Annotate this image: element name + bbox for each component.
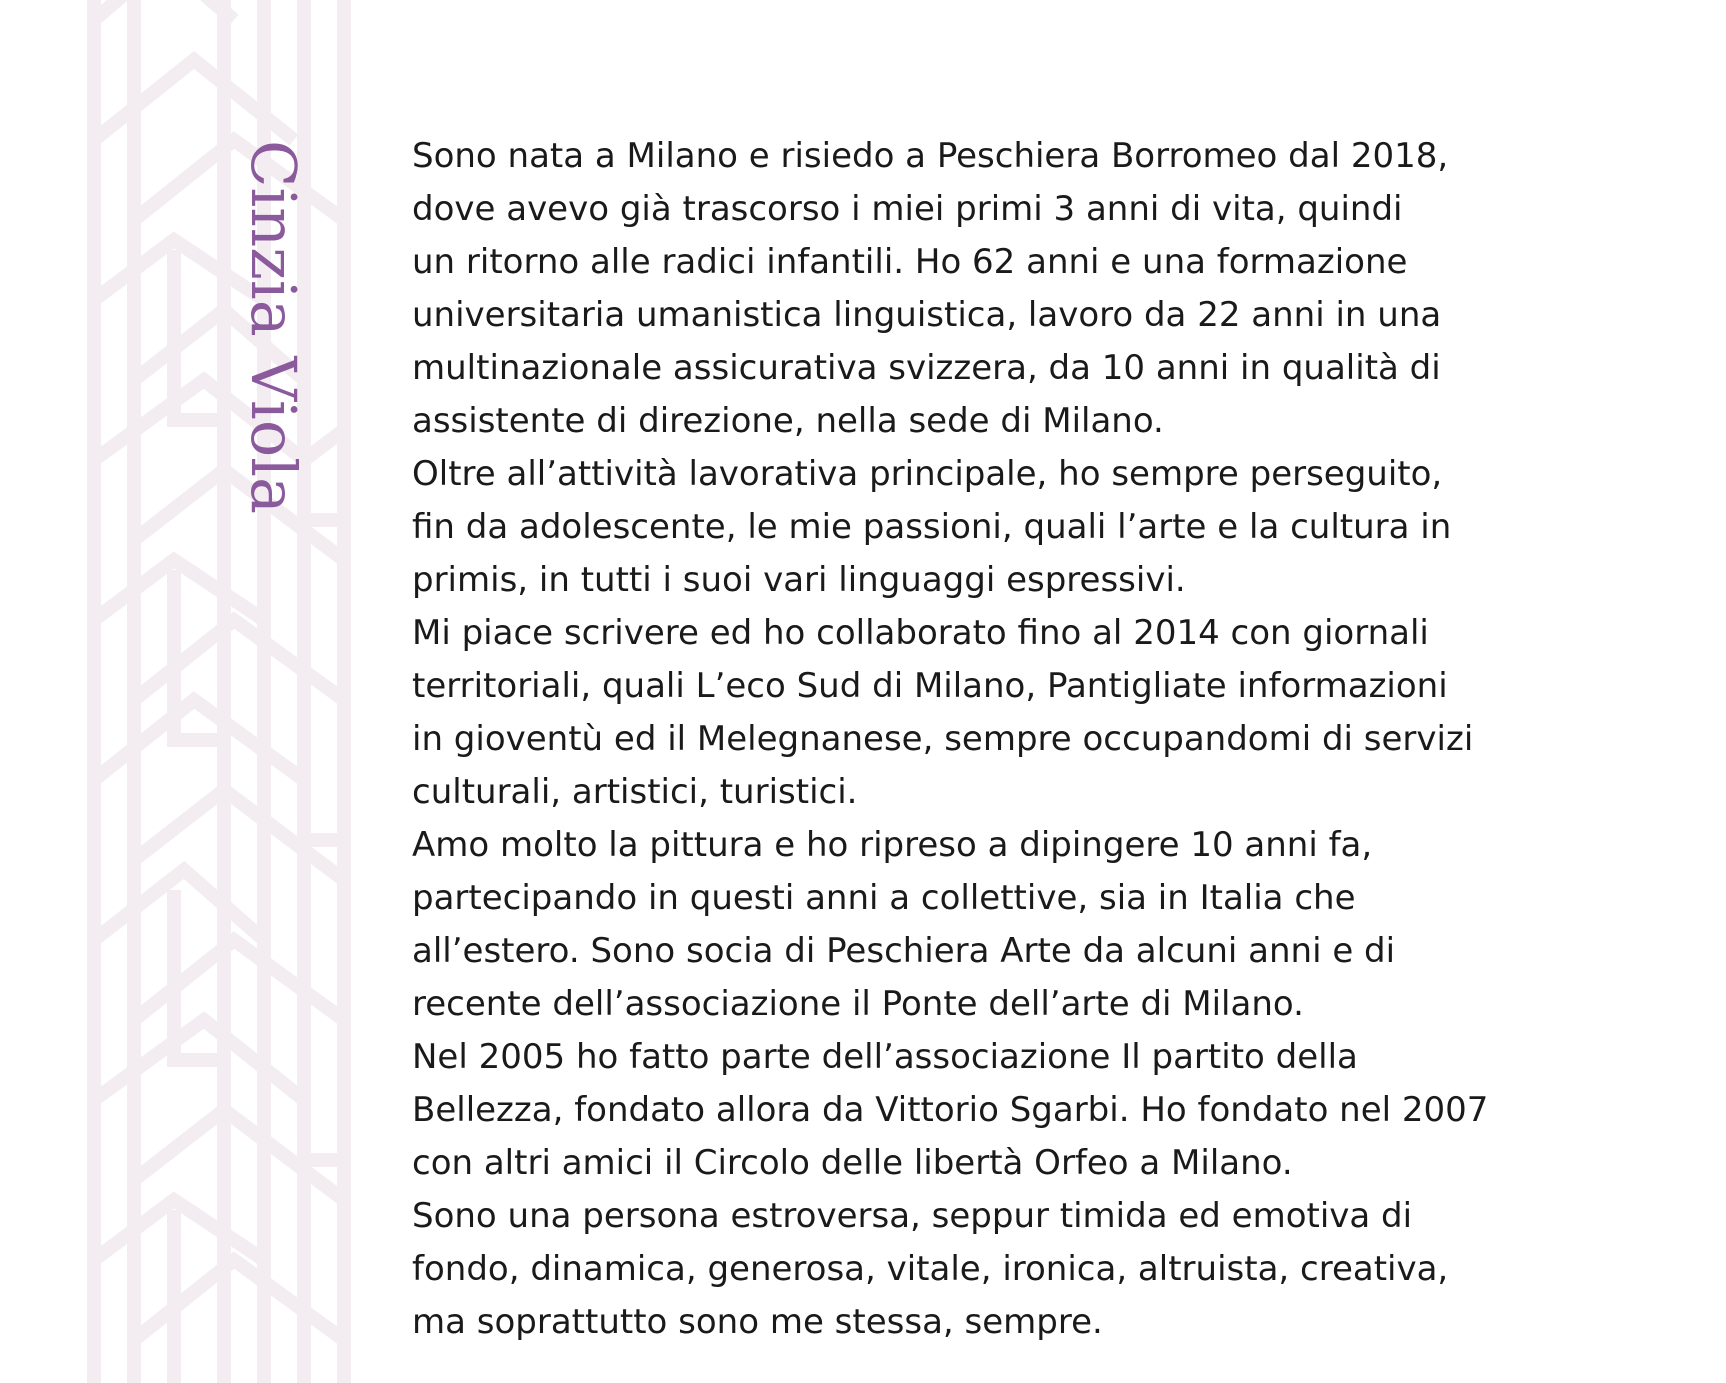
bio-line: Bellezza, fondato allora da Vittorio Sgarbi. Ho fondato nel 2007 bbox=[412, 1090, 1489, 1130]
biography-text bbox=[412, 130, 1612, 1349]
bio-line: Sono nata a Milano e risiedo a Peschiera Borromeo dal 2018, bbox=[412, 136, 1449, 176]
bio-line: in gioventù ed il Melegnanese, sempre occupandomi di servizi bbox=[412, 719, 1474, 759]
bio-line: primis, in tutti i suoi vari linguaggi espressivi. bbox=[412, 560, 1186, 600]
bio-line: Amo molto la pittura e ho ripreso a dipingere 10 anni fa, bbox=[412, 825, 1373, 865]
bio-line: recente dell’associazione il Ponte dell’arte di Milano. bbox=[412, 984, 1304, 1024]
bio-line: Sono una persona estroversa, seppur timida ed emotiva di bbox=[412, 1196, 1413, 1236]
bio-line: un ritorno alle radici infantili. Ho 62 anni e una formazione bbox=[412, 242, 1408, 282]
bio-line: Mi piace scrivere ed ho collaborato fino al 2014 con giornali bbox=[412, 613, 1429, 653]
bio-line: fin da adolescente, le mie passioni, quali l’arte e la cultura in bbox=[412, 507, 1452, 547]
bio-line: universitaria umanistica linguistica, lavoro da 22 anni in una bbox=[412, 295, 1442, 335]
bio-line: culturali, artistici, turistici. bbox=[412, 772, 858, 812]
bio-line: assistente di direzione, nella sede di Milano. bbox=[412, 401, 1164, 441]
bio-line: fondo, dinamica, generosa, vitale, ironica, altruista, creativa, bbox=[412, 1249, 1449, 1289]
page-title: Cinzia Viola bbox=[237, 140, 310, 514]
bio-line: partecipando in questi anni a collettive, sia in Italia che bbox=[412, 878, 1356, 918]
bio-line: dove avevo già trascorso i miei primi 3 anni di vita, quindi bbox=[412, 189, 1403, 229]
bio-line: Oltre all’attività lavorativa principale, ho sempre perseguito, bbox=[412, 454, 1443, 494]
bio-line: territoriali, quali L’eco Sud di Milano, Pantigliate informazioni bbox=[412, 666, 1448, 706]
bio-line: multinazionale assicurativa svizzera, da 10 anni in qualità di bbox=[412, 348, 1441, 388]
bio-line: all’estero. Sono socia di Peschiera Arte da alcuni anni e di bbox=[412, 931, 1396, 971]
bio-line: ma soprattutto sono me stessa, sempre. bbox=[412, 1302, 1103, 1342]
bio-line: con altri amici il Circolo delle libertà Orfeo a Milano. bbox=[412, 1143, 1293, 1183]
bio-line: Nel 2005 ho fatto parte dell’associazione Il partito della bbox=[412, 1037, 1358, 1077]
